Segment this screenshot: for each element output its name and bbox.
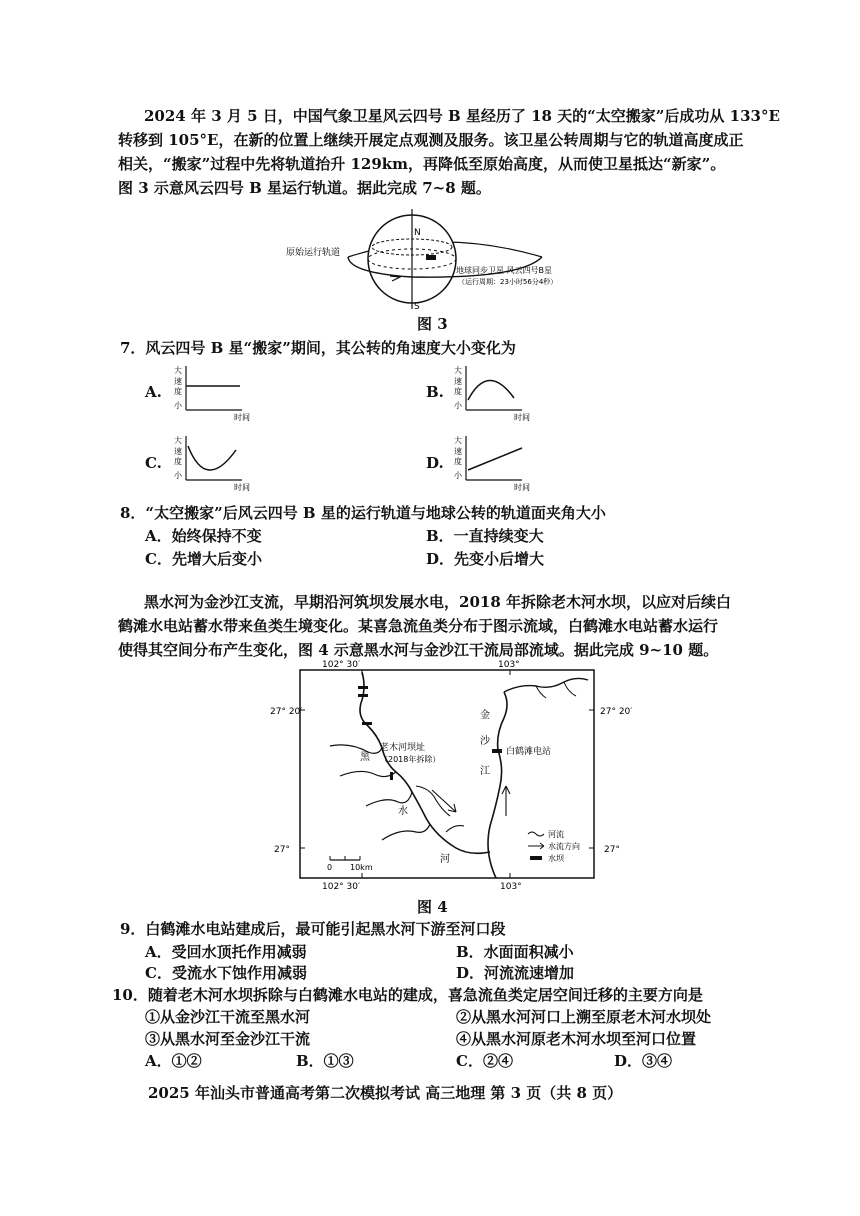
baihetan-label: 白鹤滩电站 xyxy=(506,747,552,757)
svg-text:速: 速 xyxy=(454,377,462,386)
lat-upper-left: 27° 20′ xyxy=(270,707,303,717)
svg-text:度: 度 xyxy=(454,387,462,396)
lat-upper-right: 27° 20′ xyxy=(600,707,633,717)
q8-option-d: D．先变小后增大 xyxy=(426,550,545,568)
passage-1-line: 2024 年 3 月 5 日，中国气象卫星风云四号 B 星经历了 18 天的“太空搬家”后成功从 133°E xyxy=(144,107,780,125)
svg-text:小: 小 xyxy=(454,401,462,410)
svg-text:速: 速 xyxy=(174,377,182,386)
legend-dam: 水坝 xyxy=(548,854,564,863)
dam-3 xyxy=(362,722,372,725)
lat-lower-right: 27° xyxy=(604,845,620,855)
q8-option-a: A．始终保持不变 xyxy=(145,527,262,545)
q10-option-b: B．①③ xyxy=(296,1052,354,1070)
scale-zero: 0 xyxy=(327,863,333,872)
q7-graph-c xyxy=(172,434,262,492)
q7-graph-b xyxy=(452,364,542,422)
baihetan-dam xyxy=(492,749,502,753)
q7-option-d-key: D. xyxy=(426,454,444,472)
curve-rise-fall xyxy=(468,380,514,400)
q9-option-b: B．水面面积减小 xyxy=(456,943,574,961)
question-10-stem: 10．随着老木河水坝拆除与白鹤滩水电站的建成，喜急流鱼类定居空间迁移的主要方向是 xyxy=(112,986,703,1004)
q10-option-c: C．②④ xyxy=(456,1052,513,1070)
question-9-stem: 9．白鹤滩水电站建成后，最可能引起黑水河下游至河口段 xyxy=(120,920,506,938)
svg-text:速: 速 xyxy=(454,447,462,456)
q10-item-1: ①从金沙江干流至黑水河 xyxy=(145,1008,311,1026)
q10-item-3: ③从黑水河至金沙江干流 xyxy=(145,1030,311,1048)
q10-option-a: A．①② xyxy=(145,1052,202,1070)
passage-1 xyxy=(118,104,780,200)
orbit-label: 原始运行轨道 xyxy=(286,248,341,258)
period-label: （运行周期：23小时56分4秒） xyxy=(458,278,558,286)
dam-2 xyxy=(358,694,368,697)
q10-item-2: ②从黑水河河口上溯至原老木河水坝处 xyxy=(456,1008,712,1026)
svg-text:小: 小 xyxy=(174,401,182,410)
jinsha-label-1: 金 xyxy=(480,710,490,721)
lon-bottom-left: 102° 30′ xyxy=(322,882,361,892)
question-7-stem: 7．风云四号 B 星“搬家”期间，其公转的角速度大小变化为 xyxy=(120,339,516,357)
satellite-label: 地球同步卫星 风云四号B星 xyxy=(456,266,553,275)
q9-option-c: C．受流水下蚀作用减弱 xyxy=(145,964,307,982)
svg-text:时间: 时间 xyxy=(514,483,530,492)
figure-3-diagram xyxy=(280,205,600,310)
laomuhe-dam-site xyxy=(390,772,393,780)
q10-option-d: D．③④ xyxy=(614,1052,673,1070)
q7-graph-a xyxy=(172,364,262,422)
figure-4-caption: 图 4 xyxy=(417,898,448,916)
svg-text:度: 度 xyxy=(174,457,182,466)
jinsha-label-2: 沙 xyxy=(480,736,490,747)
q7-option-c-key: C. xyxy=(145,454,162,472)
heishui-label-3: 河 xyxy=(440,854,450,865)
passage-2-line: 鹤滩水电站蓄水带来鱼类生境变化。某喜急流鱼类分布于图示流域，白鹤滩水电站蓄水运行 xyxy=(118,617,719,635)
legend-river-icon xyxy=(528,832,544,836)
svg-text:速: 速 xyxy=(174,447,182,456)
svg-text:大: 大 xyxy=(174,436,182,445)
svg-text:时间: 时间 xyxy=(234,483,250,492)
lon-bottom-right: 103° xyxy=(500,882,522,892)
q8-option-b: B．一直持续变大 xyxy=(426,527,544,545)
q7-graph-d xyxy=(452,434,542,492)
passage-1-line: 相关，“搬家”过程中先将轨道抬升 129km，再降低至原始高度，从而使卫星抵达“新家”。 xyxy=(118,155,726,173)
dam-1 xyxy=(358,686,368,689)
scale-ten: 10km xyxy=(350,863,373,872)
south-label: S xyxy=(414,302,420,310)
jinsha-label-3: 江 xyxy=(480,766,490,777)
svg-text:时间: 时间 xyxy=(234,413,250,422)
q9-option-d: D．河流流速增加 xyxy=(456,964,575,982)
q7-option-a-key: A. xyxy=(145,383,162,401)
q10-item-4: ④从黑水河原老木河水坝至河口位置 xyxy=(456,1030,697,1048)
north-label: N xyxy=(414,228,421,238)
q7-option-b-key: B. xyxy=(426,383,444,401)
svg-text:小: 小 xyxy=(454,471,462,480)
laomuhe-note: （2018年拆除） xyxy=(380,755,441,764)
svg-text:大: 大 xyxy=(454,436,462,445)
curve-increase xyxy=(468,448,522,470)
lat-lower-left: 27° xyxy=(274,845,290,855)
q8-option-c: C．先增大后变小 xyxy=(145,550,262,568)
page-footer: 2025 年汕头市普通高考第二次模拟考试 高三地理 第 3 页（共 8 页） xyxy=(148,1084,623,1102)
svg-text:度: 度 xyxy=(454,457,462,466)
legend-flow-icon xyxy=(528,843,544,849)
legend-river: 河流 xyxy=(548,830,564,839)
curve-fall-rise xyxy=(188,446,236,470)
jinsha-river xyxy=(488,692,507,878)
svg-text:度: 度 xyxy=(174,387,182,396)
svg-text:时间: 时间 xyxy=(514,413,530,422)
lon-top-right: 103° xyxy=(498,660,520,670)
passage-2-line: 使得其空间分布产生变化，图 4 示意黑水河与金沙江干流局部流域。据此完成 9~10 题。 xyxy=(118,641,719,659)
svg-text:大: 大 xyxy=(174,366,182,375)
heishui-label-2: 水 xyxy=(398,806,408,817)
figure-3-caption: 图 3 xyxy=(417,315,448,333)
question-8-stem: 8．“太空搬家”后风云四号 B 星的运行轨道与地球公转的轨道面夹角大小 xyxy=(120,504,606,522)
q9-option-a: A．受回水顶托作用减弱 xyxy=(145,943,307,961)
jinsha-upper-branch xyxy=(504,678,588,692)
svg-text:小: 小 xyxy=(174,471,182,480)
heishui-label-1: 黑 xyxy=(360,752,370,763)
passage-1-line: 转移到 105°E，在新的位置上继续开展定点观测及服务。该卫星公转周期与它的轨道高度成正 xyxy=(118,131,744,149)
lon-top-left: 102° 30′ xyxy=(322,660,361,670)
satellite-marker xyxy=(426,255,436,260)
passage-1-line: 图 3 示意风云四号 B 星运行轨道。据此完成 7~8 题。 xyxy=(118,179,491,197)
flow-arrow-heishui xyxy=(432,790,456,812)
laomuhe-label: 老木河坝址 xyxy=(380,743,426,753)
legend-dam-icon xyxy=(530,856,542,860)
svg-text:大: 大 xyxy=(454,366,462,375)
passage-2-line: 黑水河为金沙江支流，早期沿河筑坝发展水电，2018 年拆除老木河水坝，以应对后续白 xyxy=(144,593,731,611)
legend-flow: 水流方向 xyxy=(548,842,580,851)
passage-2 xyxy=(118,590,758,662)
figure-4-map xyxy=(270,656,650,892)
